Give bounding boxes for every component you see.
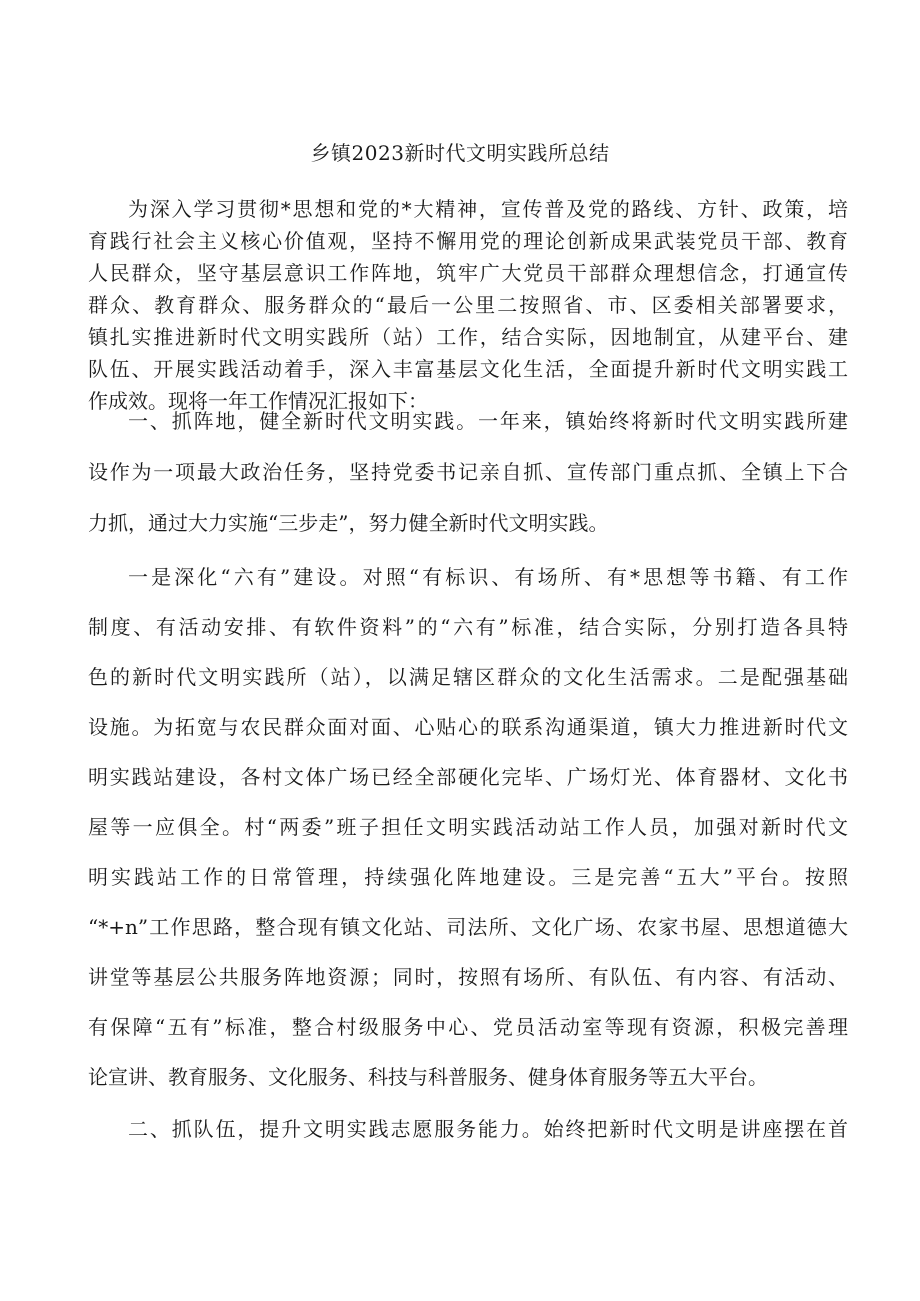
section-heading-line: 二、抓队伍，提升文明实践志愿服务能力。始终把新时代文明是讲座摆在首 — [128, 1117, 848, 1141]
paragraph-line: 育践行社会主义核心价值观，坚持不懈用党的理论创新成果武装党员干部、教育 — [88, 229, 848, 253]
paragraph-line: 设施。为拓宽与农民群众面对面、心贴心的联系沟通渠道，镇大力推进新时代文 — [88, 715, 848, 739]
paragraph-line: 明实践站建设，各村文体广场已经全部硬化完毕、广场灯光、体育器材、文化书 — [88, 765, 848, 789]
paragraph-line: “*+n”工作思路，整合现有镇文化站、司法所、文化广场、农家书屋、思想道德大 — [88, 915, 848, 939]
paragraph-line: 制度、有活动安排、有软件资料”的“六有”标准，结合实际，分别打造各具特 — [88, 615, 848, 639]
paragraph-line: 人民群众，坚守基层意识工作阵地，筑牢广大党员干部群众理想信念，打通宣传 — [88, 261, 848, 285]
paragraph-line: 色的新时代文明实践所（站），以满足辖区群众的文化生活需求。二是配强基础 — [88, 665, 848, 689]
paragraph-line: 讲堂等基层公共服务阵地资源；同时，按照有场所、有队伍、有内容、有活动、 — [88, 965, 848, 989]
paragraph-line: 作成效。现将一年工作情况汇报如下： — [88, 389, 428, 413]
paragraph-line: 设作为一项最大政治任务，坚持党委书记亲自抓、宣传部门重点抓、全镇上下合 — [88, 460, 848, 484]
paragraph-line: 镇扎实推进新时代文明实践所（站）工作，结合实际，因地制宜，从建平台、建 — [88, 325, 848, 349]
paragraph-line: 为深入学习贯彻*思想和党的*大精神，宣传普及党的路线、方针、政策，培 — [128, 197, 848, 221]
paragraph-line: 队伍、开展实践活动着手，深入丰富基层文化生活，全面提升新时代文明实践工 — [88, 357, 848, 381]
paragraph-line: 明实践站工作的日常管理，持续强化阵地建设。三是完善“五大”平台。按照 — [88, 865, 848, 889]
section-heading-line: 一、抓阵地，健全新时代文明实践。一年来，镇始终将新时代文明实践所建 — [128, 409, 848, 433]
paragraph-line: 群众、教育群众、服务群众的“最后一公里二按照省、市、区委相关部署要求， — [88, 293, 848, 317]
paragraph-line: 论宣讲、教育服务、文化服务、科技与科普服务、健身体育服务等五大平台。 — [88, 1065, 768, 1089]
paragraph-line: 一是深化“六有”建设。对照“有标识、有场所、有*思想等书籍、有工作 — [128, 565, 848, 589]
paragraph-line: 有保障“五有”标准，整合村级服务中心、党员活动室等现有资源，积极完善理 — [88, 1015, 848, 1039]
paragraph-line: 力抓，通过大力实施“三步走”，努力健全新时代文明实践。 — [88, 511, 609, 535]
paragraph-line: 屋等一应俱全。村“两委”班子担任文明实践活动站工作人员，加强对新时代文 — [88, 815, 848, 839]
document-title: 乡镇2023新时代文明实践所总结 — [310, 141, 610, 165]
